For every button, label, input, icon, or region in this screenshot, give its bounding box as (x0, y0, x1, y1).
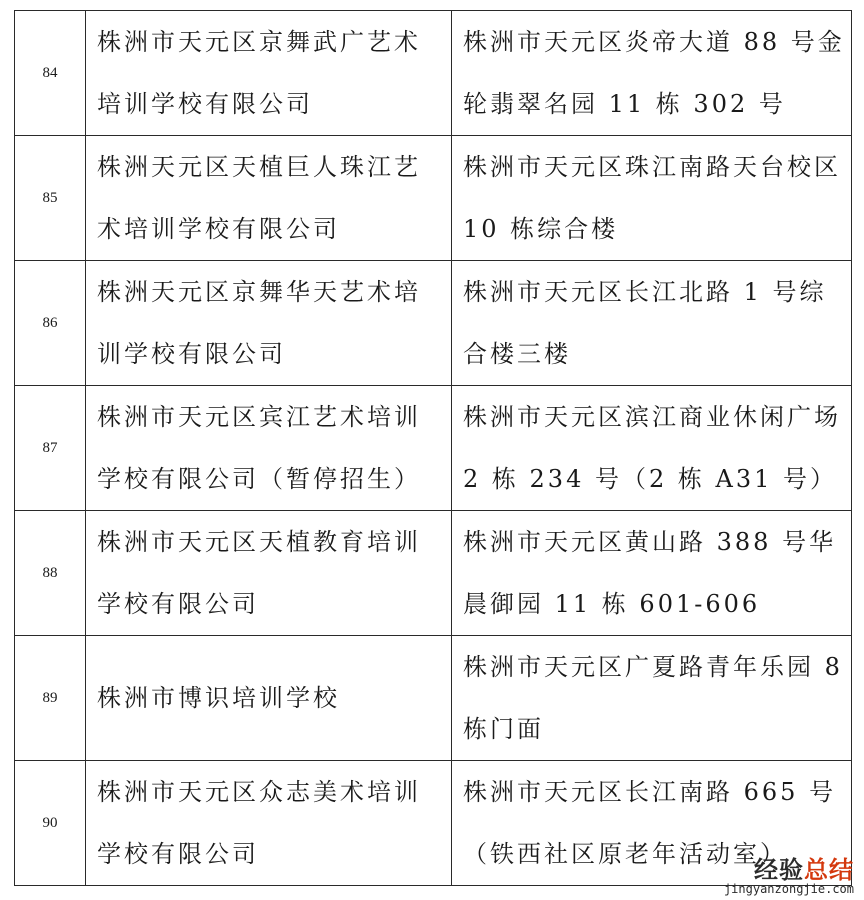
table-body (15, 11, 852, 886)
school-address: 株洲市天元区黄山路 388 号华晨御园 11 栋 601-606 (452, 511, 852, 636)
row-number: 88 (15, 511, 86, 636)
school-address: 株洲市天元区滨江商业休闲广场 2 栋 234 号（2 栋 A31 号） (452, 386, 852, 511)
row-number: 90 (15, 761, 86, 886)
table-row (15, 136, 852, 261)
watermark-url: jingyanzongjie.com (723, 882, 854, 896)
school-address: 株洲市天元区炎帝大道 88 号金轮翡翠名园 11 栋 302 号 (452, 11, 852, 136)
watermark-logo (723, 850, 856, 896)
school-name: 株洲市天元区宾江艺术培训学校有限公司（暂停招生） (86, 386, 452, 511)
school-name: 株洲天元区京舞华天艺术培训学校有限公司 (86, 261, 452, 386)
school-address: 株洲市天元区珠江南路天台校区 10 栋综合楼 (452, 136, 852, 261)
school-name: 株洲市天元区天植教育培训学校有限公司 (86, 511, 452, 636)
table-row (15, 261, 852, 386)
table-row (15, 511, 852, 636)
watermark-title (754, 850, 854, 885)
table-row (15, 636, 852, 761)
table-row (15, 11, 852, 136)
row-number: 87 (15, 386, 86, 511)
school-address: 株洲市天元区长江北路 1 号综合楼三楼 (452, 261, 852, 386)
watermark-title-part2: 总结 (804, 856, 854, 884)
row-number: 86 (15, 261, 86, 386)
school-name: 株洲天元区天植巨人珠江艺术培训学校有限公司 (86, 136, 452, 261)
school-name: 株洲市天元区众志美术培训学校有限公司 (86, 761, 452, 886)
school-table (14, 10, 852, 886)
school-name: 株洲市博识培训学校 (86, 636, 452, 761)
row-number: 85 (15, 136, 86, 261)
row-number: 89 (15, 636, 86, 761)
school-address: 株洲市天元区长江南路 665 号（铁西社区原老年活动室） (452, 761, 852, 886)
row-number: 84 (15, 11, 86, 136)
watermark-title-part1: 经验 (754, 856, 804, 884)
table-row (15, 386, 852, 511)
school-address: 株洲市天元区广夏路青年乐园 8 栋门面 (452, 636, 852, 761)
school-name: 株洲市天元区京舞武广艺术培训学校有限公司 (86, 11, 452, 136)
